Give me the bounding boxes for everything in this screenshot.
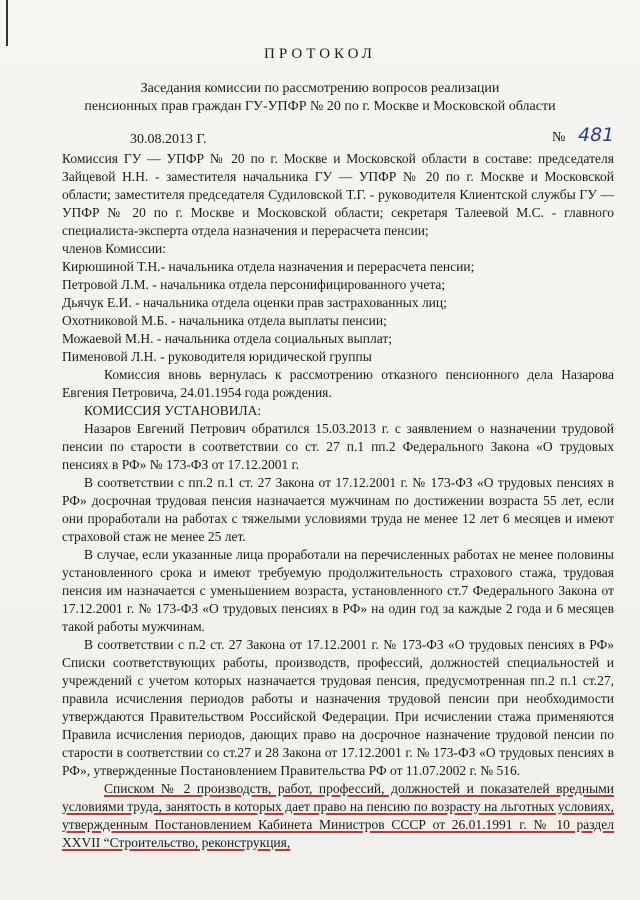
- document-body: [62, 150, 614, 852]
- member-line: Можаевой М.Н. - начальника отдела социальных выплат;: [62, 331, 392, 346]
- protocol-number-label: №: [552, 130, 566, 145]
- subtitle-line-1: Заседания комиссии по рассмотрению вопросов реализации: [140, 81, 500, 96]
- member-line: Пименовой Л.Н. - руководителя юридической группы: [62, 349, 372, 364]
- member-line: Дьячук Е.И. - начальника отдела оценки прав застрахованных лиц;: [62, 295, 447, 310]
- document-title: ПРОТОКОЛ: [264, 46, 376, 62]
- paragraph-case: Комиссия вновь вернулась к рассмотрению отказного пенсионного дела Назарова Евгения Петровича, 24.01.1954 года рождения.: [62, 367, 614, 400]
- member-line: Петровой Л.М. - начальника отдела персонифицированного учета;: [62, 277, 446, 292]
- paragraph-law-1: В соответствии с пп.2 п.1 ст. 27 Закона от 17.12.2001 г. № 173-ФЗ «О трудовых пенсиях в РФ» досрочная трудовая пенсия назначается мужчинам по достижении возраста 55 лет, если они проработали на работах с тяжелыми условиями труда не менее 12 лет 6 месяцев и имеют страховой стаж не менее 25 лет.: [62, 475, 614, 544]
- paragraph-law-3: В соответствии с п.2 ст. 27 Закона от 17.12.2001 г. № 173-ФЗ «О трудовых пенсиях в РФ» Списки соответствующих работы, производств, профессий, должностей специальностей и учреждений с учетом которых назначается трудовая пенсия, предусмотренная пп.2 п.1 ст.27, правила исчисления периодов работы и назначения трудовой пенсии при необходимости утверждаются Правительством Российской Федерации. При исчислении стажа применяются Правила исчисления периодов, дающих право на досрочное назначение трудовой пенсии по старости в соответствии со ст.27 и 28 Закона от 17.12.2001 г. № 173-ФЗ «О трудовых пенсиях в РФ», утвержденные Постановлением Правительства РФ от 11.07.2002 г. № 516.: [62, 637, 614, 778]
- protocol-number-handwritten: 481: [578, 124, 615, 146]
- paragraph-law-2: В случае, если указанные лица проработали на перечисленных работах не менее половины установленного срока и имеют требуемую продолжительность страхового стажа, трудовая пенсия им назначается с уменьшением возраста, установленного ст.7 Федерального Закона от 17.12.2001 г. № 173-ФЗ «О трудовых пенсиях в РФ» на один год за каждые 2 года и 6 месяцев такой работы мужчинам.: [62, 547, 614, 634]
- member-line: Кирюшиной Т.Н.- начальника отдела назначения и перерасчета пенсии;: [62, 259, 475, 274]
- subtitle-line-2: пенсионных прав граждан ГУ-УПФР № 20 по г. Москве и Московской области: [84, 99, 556, 114]
- paragraph-list-2-underlined: Списком № 2 производств, работ, профессий, должностей и показателей вредными условиями труда, занятость в которых дает право на пенсию по возрасту на льготных условиях, утвержденным Постановлением Кабинета Министров СССР от 26.01.1991 г. № 10 раздел XXVII “Строительство, реконструкция,: [62, 781, 614, 850]
- heading-established: КОМИССИЯ УСТАНОВИЛА:: [84, 403, 262, 418]
- paragraph-commission: Комиссия ГУ — УПФР № 20 по г. Москве и Московской области в составе: председателя Зайцевой Н.Н. - заместителя начальника ГУ — УПФР № 20 по г. Москве и Московской области; заместителя председателя Судиловской Т.Г. - руководителя Клиентской службы ГУ — УПФР № 20 по г. Москве и Московской области; секретаря Талеевой М.С. - главного специалиста-эксперта отдела назначения и перерасчета пенсии;: [62, 151, 614, 238]
- paragraph-members-heading: членов Комиссии:: [62, 241, 167, 256]
- page-edge-mark: [6, 0, 8, 46]
- document-subtitle: [0, 80, 640, 116]
- paragraph-application: Назаров Евгений Петрович обратился 15.03.2013 г. с заявлением о назначении трудовой пенсии по старости в соответствии со ст. 27 п.1 пп.2 Федерального Закона «О трудовых пенсиях в РФ» № 173-ФЗ от 17.12.2001 г.: [62, 421, 614, 472]
- protocol-date: 30.08.2013 Г.: [130, 132, 207, 147]
- member-line: Охотниковой М.Б. - начальника отдела выплаты пенсии;: [62, 313, 387, 328]
